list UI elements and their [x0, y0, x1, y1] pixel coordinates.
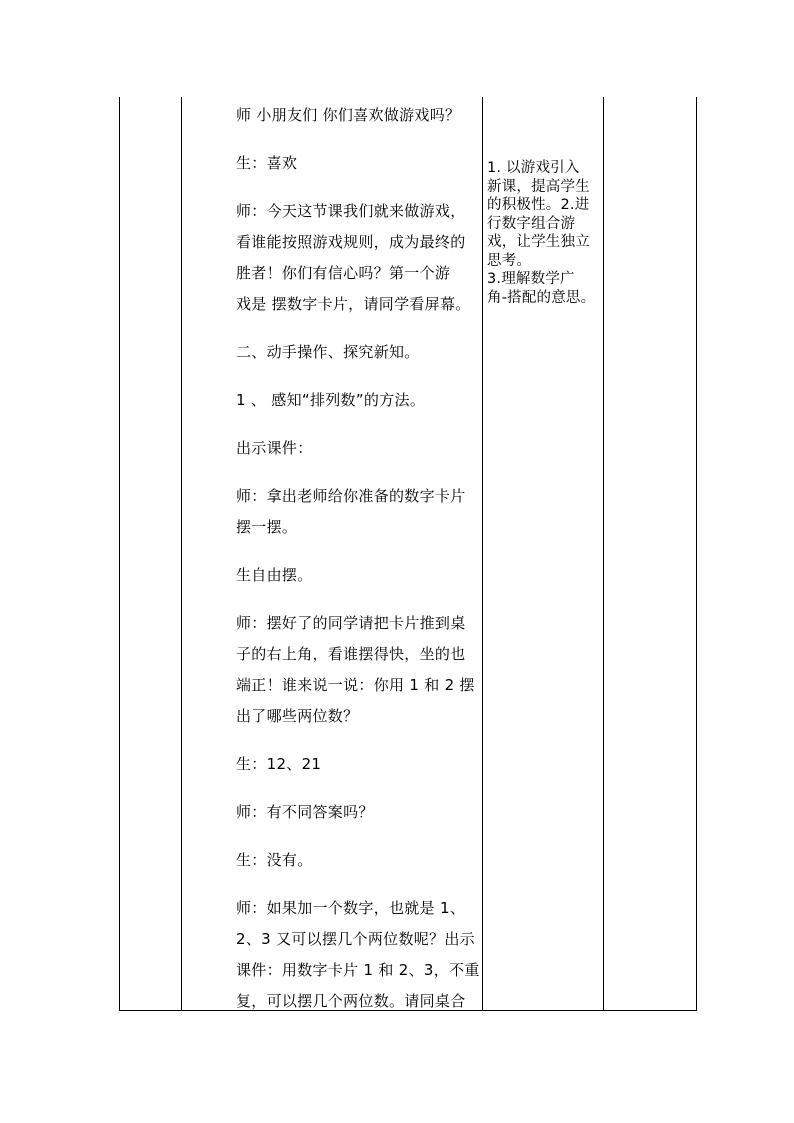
text-line: 3.理解数学广 [487, 271, 575, 287]
text-line: 胜者！你们有信心吗？第一个游 [236, 264, 451, 282]
table-border-left [119, 97, 120, 1010]
text-line: 角-搭配的意思。 [487, 289, 596, 306]
text-line: 1 、 感知“排列数”的方法。 [236, 391, 426, 409]
subsection-heading [236, 385, 479, 416]
text-line: 思考。 [487, 252, 532, 269]
text-line: 摆一摆。 [236, 518, 298, 536]
text-line: 戏，让学生独立 [487, 234, 590, 250]
text-line: 课件：用数字卡片 1 和 2、3，不重 [236, 961, 480, 979]
text-line: 出示课件： [236, 439, 313, 457]
dialogue-paragraph [236, 100, 479, 131]
text-line: 师：今天这节课我们就来做游戏， [236, 202, 466, 220]
dialogue-paragraph [236, 560, 479, 591]
text-line: 2、3 又可以摆几个两位数呢？出示 [236, 930, 475, 948]
text-line: 戏是 摆数字卡片，请同学看屏幕。 [236, 295, 471, 313]
table-column-divider [603, 97, 604, 1010]
table-column-divider [181, 97, 182, 1010]
text-line: 生：喜欢 [236, 154, 298, 172]
text-line: 看谁能按照游戏规则，成为最终的 [236, 233, 466, 251]
text-line: 师：如果加一个数字，也就是 1、 [236, 899, 466, 917]
dialogue-paragraph [236, 481, 479, 543]
table-border-right [696, 97, 697, 1010]
dialogue-paragraph [236, 196, 479, 320]
text-line: 复，可以摆几个两位数。请同桌合 [236, 992, 466, 1010]
dialogue-paragraph [236, 797, 479, 828]
text-line: 的积极性。2.进 [487, 197, 590, 213]
text-line: 师：拿出老师给你准备的数字卡片 [236, 487, 466, 505]
text-line: 端正！谁来说一说：你用 1 和 2 摆 [236, 676, 475, 694]
design-intent-cell [487, 159, 599, 307]
text-line: 生：12、21 [236, 755, 322, 773]
teaching-process-cell [236, 100, 479, 1034]
dialogue-paragraph [236, 433, 479, 464]
text-line: 生：没有。 [236, 851, 313, 869]
text-line: 行数字组合游 [487, 215, 576, 232]
text-line: 师：有不同答案吗？ [236, 803, 374, 821]
text-line: 生自由摆。 [236, 566, 313, 584]
text-line: 师 小朋友们 你们喜欢做游戏吗？ [236, 106, 461, 124]
dialogue-paragraph [236, 749, 479, 780]
dialogue-paragraph [236, 148, 479, 179]
table-column-divider [482, 97, 483, 1010]
text-line: 子的右上角，看谁摆得快，坐的也 [236, 645, 466, 663]
text-line: 出了哪些两位数？ [236, 707, 359, 725]
section-heading [236, 337, 479, 368]
dialogue-paragraph [236, 845, 479, 876]
text-line: 师：摆好了的同学请把卡片推到桌 [236, 614, 466, 632]
text-line: 1. 以游戏引入 [487, 160, 580, 176]
text-line: 新课，提高学生 [487, 178, 590, 195]
dialogue-paragraph [236, 608, 479, 732]
text-line: 二、动手操作、探究新知。 [236, 343, 420, 361]
dialogue-paragraph [236, 893, 479, 1017]
